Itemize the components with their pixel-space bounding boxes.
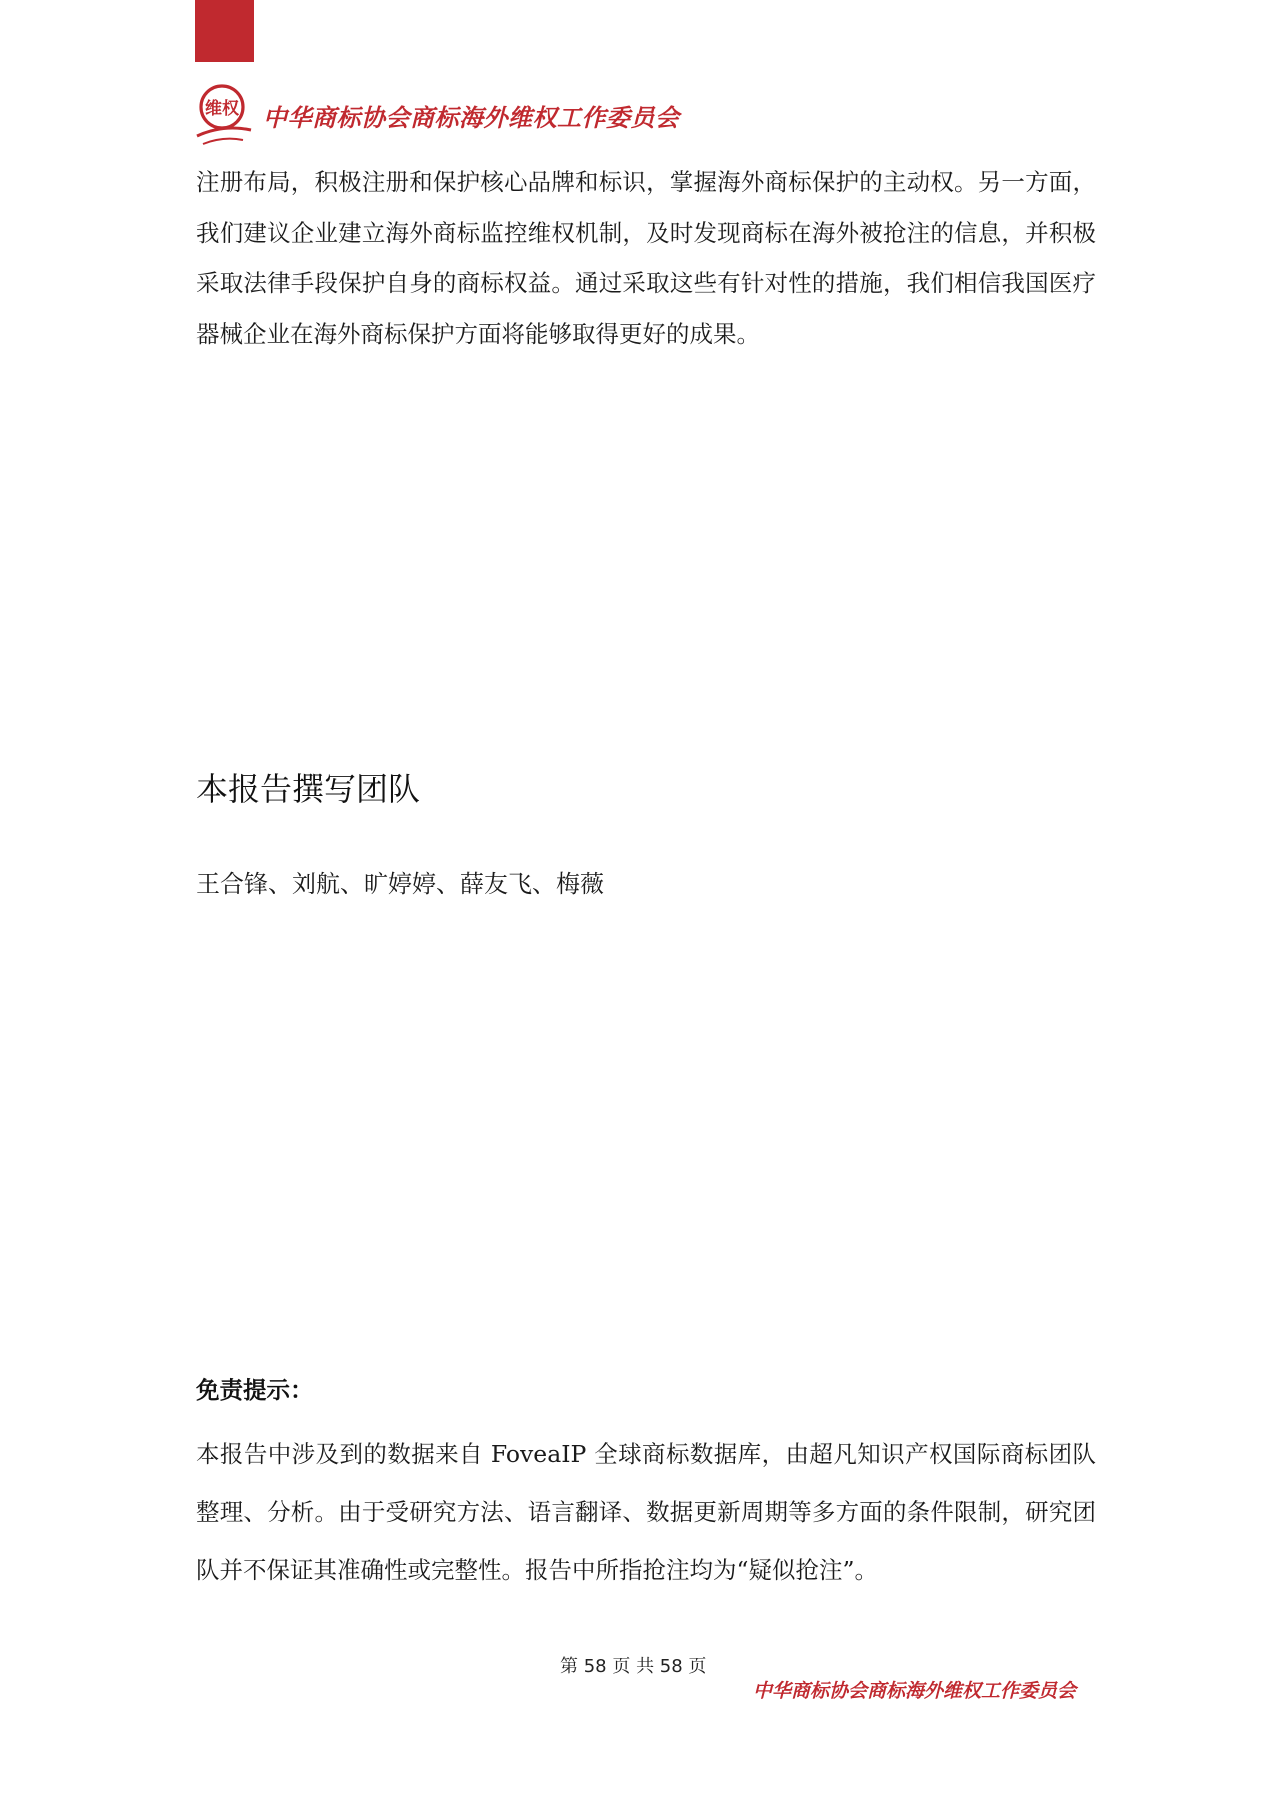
page-number: 第 58 页 共 58 页 [560, 1656, 707, 1677]
disclaimer-body: 本报告中涉及到的数据来自 FoveaIP 全球商标数据库，由超凡知识产权国际商标团队整理、分析。由于受研究方法、语言翻译、数据更新周期等多方面的条件限制，研究团队并不保证其准确性或完整性。报告中所指抢注均为“疑似抢注”。 [196, 1440, 1096, 1584]
team-heading: 本报告撰写团队 [196, 770, 421, 808]
header-org-name: 中华商标协会商标海外维权工作委员会 [263, 102, 680, 132]
top-red-block [195, 0, 254, 62]
association-seal-logo [193, 78, 255, 152]
disclaimer-title: 免责提示： [196, 1376, 314, 1404]
page-header [193, 78, 680, 152]
footer-org-name: 中华商标协会商标海外维权工作委员会 [752, 1680, 1076, 1702]
body-paragraph: 注册布局，积极注册和保护核心品牌和标识，掌握海外商标保护的主动权。另一方面，我们建议企业建立海外商标监控维权机制，及时发现商标在海外被抢注的信息，并积极采取法律手段保护自身的商标权益。通过采取这些有针对性的措施，我们相信我国医疗器械企业在海外商标保护方面将能够取得更好的成果。 [196, 168, 1096, 348]
team-members: 王合锋、刘航、旷婷婷、薛友飞、梅薇 [196, 870, 604, 898]
svg-text:维权: 维权 [205, 99, 239, 119]
